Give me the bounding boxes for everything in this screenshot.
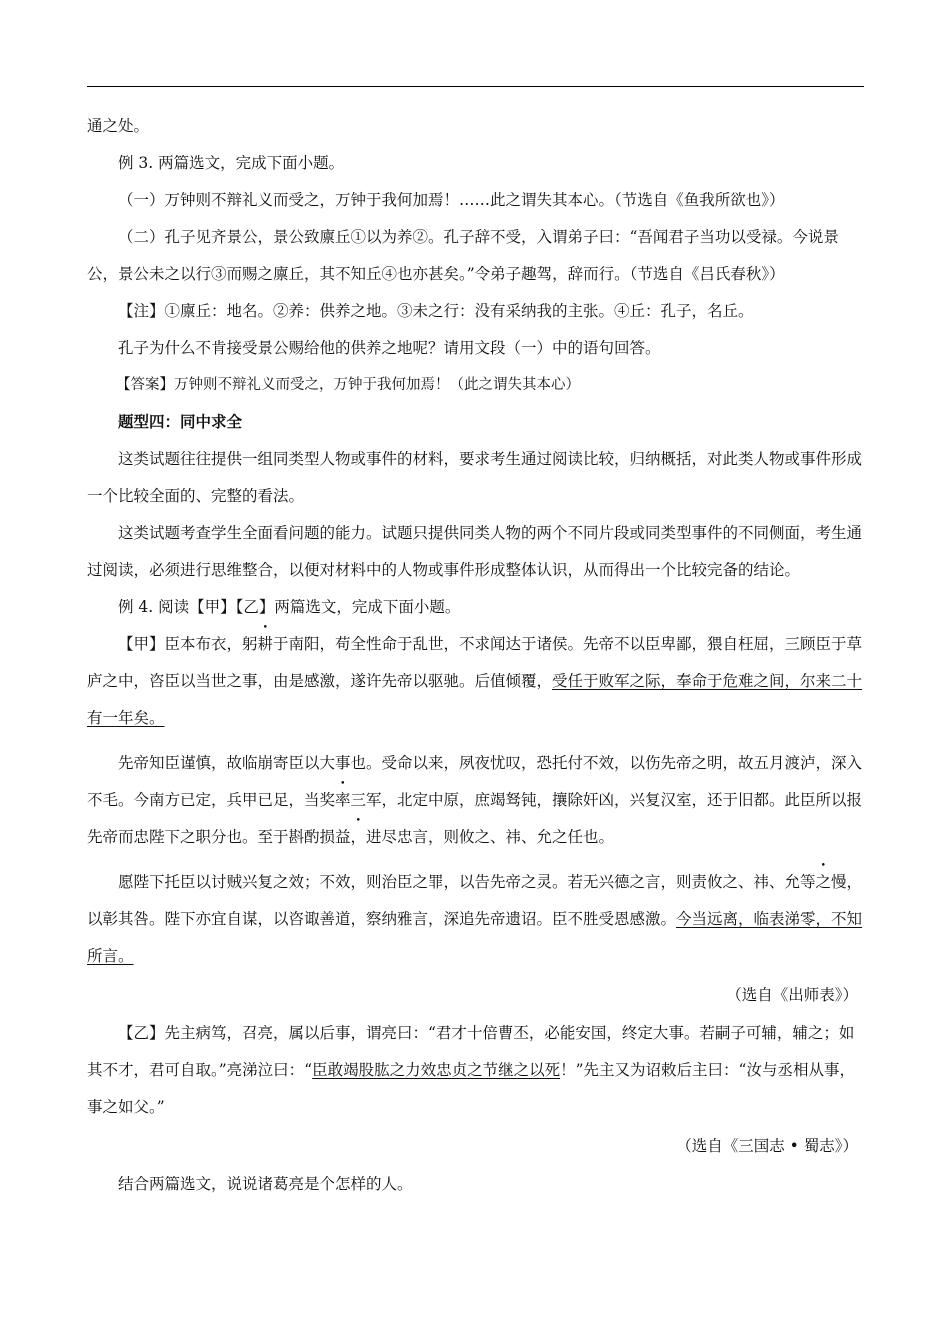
question: 孔子为什么不肯接受景公赐给他的供养之地呢？请用文段（一）中的语句回答。 [118, 339, 661, 357]
passage-jia-para-3: 愿陛下托臣以讨贼兴复之效；不效，则治臣之罪，以告先帝之灵。若无兴德之言，则责攸之、祎、允等之慢，以彰其咎。陛下亦宜自谋，以咨诹善道，察纳雅言，深追先帝遗诏。臣不胜受恩感激。今当远离，临表涕零，不知所言。 [87, 873, 863, 965]
answer: 【答案】万钟则不辩礼义而受之，万钟于我何加焉！（此之谓失其本心） [116, 377, 580, 393]
dotted-char: 等 [800, 873, 816, 891]
source-citation: （选自《出师表》） [726, 986, 858, 1004]
source-citation: （选自《三国志 • 蜀志》） [676, 1137, 858, 1155]
paragraph: 这类试题往往提供一组同类型人物或事件的材料，要求考生通过阅读比较，归纳概括，对此类人物或事件形成一个比较全面的、完整的看法。 [87, 450, 863, 505]
underlined-sentence: 臣敢竭股肱之力效忠贞之节继之以死 [312, 1061, 561, 1079]
passage-yi: 【乙】先主病笃，召亮，属以后事，谓亮曰：“君才十倍曹丕，必能安国，终定大事。若嗣子可辅，辅之；如其不才，君可自取。”亮涕泣曰：“臣敢竭股肱之力效忠贞之节继之以死！”先主又为诏敕后主曰：“汝与丞相从事，事之如父。” [87, 1024, 855, 1116]
header-rule [87, 86, 864, 87]
annotation-note: 【注】①廪丘：地名。②养：供养之地。③未之行：没有采纳我的主张。④丘：孔子，名丘。 [118, 302, 754, 320]
dotted-char: 益 [335, 828, 351, 846]
document-page [87, 108, 864, 1203]
text-line: 通之处。 [87, 117, 150, 135]
passage-jia-para-1: 【甲】臣本布衣，躬耕于南阳，苟全性命于乱世，不求闻达于诸侯。先帝不以臣卑鄙，猥自枉屈，三顾臣于草庐之中，咨臣以当世之事，由是感激，遂许先帝以驱驰。后值倾覆，受任于败军之际，奉命于危难之间，尔来二十有一年矣。 [87, 635, 863, 727]
passage-2: （二）孔子见齐景公，景公致廪丘①以为养②。孔子辞不受，入谓弟子曰：“吾闻君子当功以受禄。今说景公，景公未之以行③而赐之廪丘，其不知丘④也亦甚矣。”令弟子趣驾，辞而行。（节选自《吕氏春秋》） [87, 228, 839, 283]
final-question: 结合两篇选文，说说诸葛亮是个怎样的人。 [118, 1175, 413, 1193]
passage-1: （一）万钟则不辩礼义而受之，万钟于我何加焉！……此之谓失其本心。（节选自《鱼我所欲也》） [118, 191, 785, 209]
example-3-title: 例 3. 两篇选文，完成下面小题。 [118, 154, 345, 172]
passage-jia-para-2: 先帝知臣谨慎，故临崩寄臣以大事也。受命以来，夙夜忧叹，恐托付不效，以伤先帝之明，故五月渡泸，深入不毛。今南方已定，兵甲已足，当奖率三军，北定中原，庶竭驽钝，攘除奸凶，兴复汉室，还于旧都。此臣所以报先帝而忠陛下之职分也。至于斟酌损益，进尽忠言，则攸之、祎、允之任也。 [87, 754, 863, 846]
section-heading: 题型四：同中求全 [118, 413, 243, 431]
paragraph: 这类试题考查学生全面看问题的能力。试题只提供同类人物的两个不同片段或同类型事件的不同侧面，考生通过阅读，必须进行思维整合，以便对材料中的人物或事件形成整体认识，从而得出一个比较完备的结论。 [87, 524, 863, 579]
example-4-title: 例 4. 阅读【甲】【乙】两篇选文，完成下面小题。 [118, 598, 461, 616]
dotted-char: 奖 [319, 791, 336, 809]
underlined-sentence: 今当远离，临表涕零，不知所言。 [87, 910, 863, 965]
underlined-sentence: 受任于败军之际，奉命于危难之间，尔来二十有一年矣。 [87, 672, 863, 727]
dotted-char: 躬 [242, 635, 258, 653]
